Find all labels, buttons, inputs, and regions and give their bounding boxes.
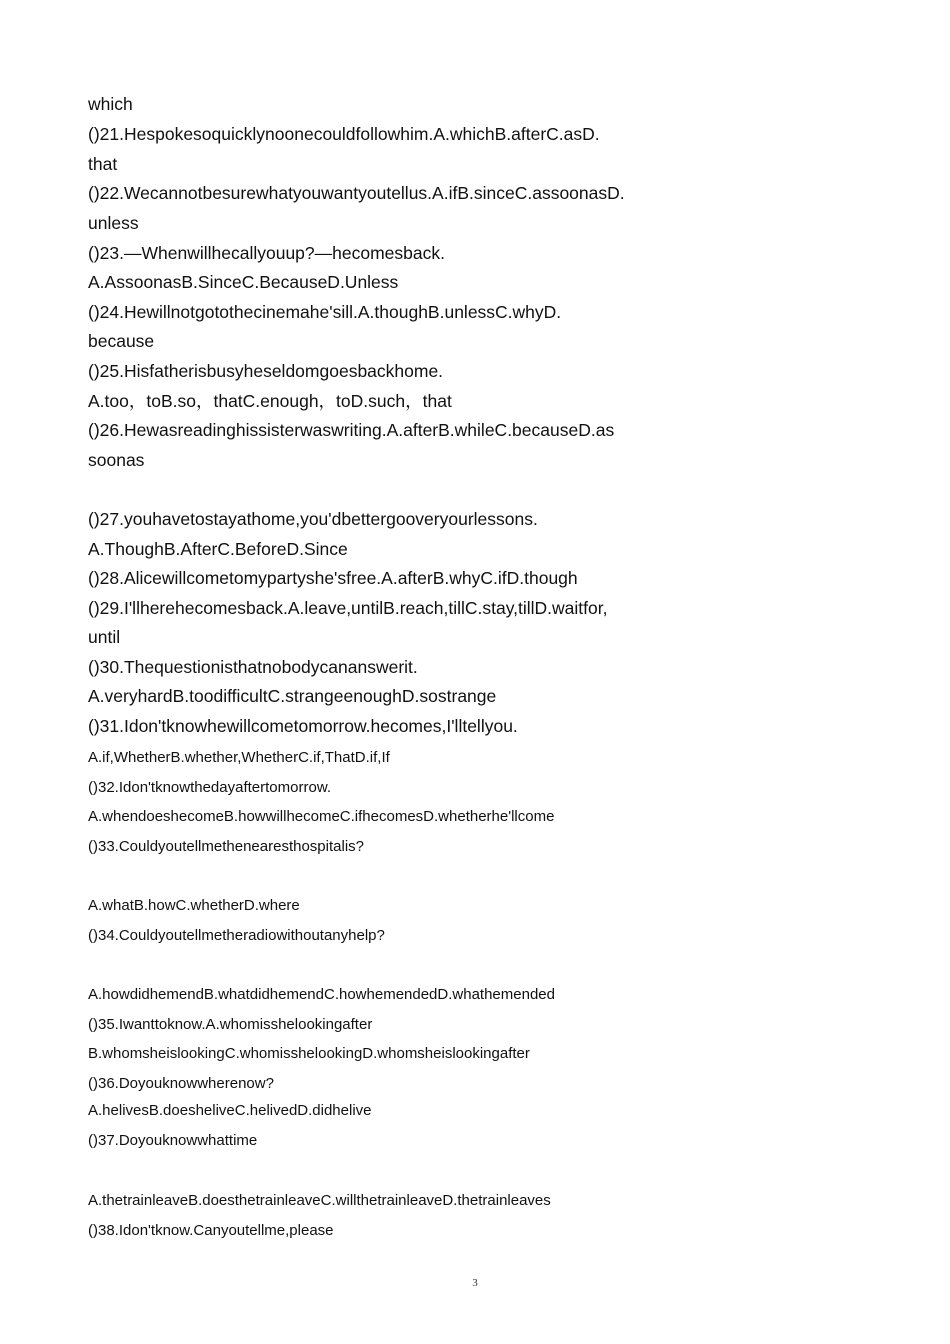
options-30: A.veryhardB.toodifficultC.strangeenoughD.sostrange	[88, 686, 497, 706]
question-32: ()32.Idon'tknowthedayaftertomorrow.	[88, 779, 331, 796]
question-25: ()25.Hisfatherisbusyheseldomgoesbackhome.	[88, 361, 444, 381]
options-34: A.howdidhemendB.whatdidhemendC.howhemendedD.whathemended	[88, 986, 555, 1003]
question-27: ()27.youhavetostayathome,you'dbettergooveryourlessons.	[88, 509, 538, 529]
text-line: unless	[88, 213, 139, 233]
question-21: ()21.Hespokesoquicklynoonecouldfollowhim.A.whichB.afterC.asD.	[88, 124, 600, 144]
options-27: A.ThoughB.AfterC.BeforeD.Since	[88, 539, 348, 559]
text-line: soonas	[88, 450, 145, 470]
question-31: ()31.Idon'tknowhewillcometomorrow.hecomes,I'lltellyou.	[88, 716, 518, 736]
text-line: until	[88, 627, 121, 647]
options-32: A.whendoeshecomeB.howwillhecomeC.ifhecomesD.whetherhe'llcome	[88, 808, 555, 825]
question-35: ()35.Iwanttoknow.A.whomisshelookingafter	[88, 1016, 373, 1033]
question-26: ()26.Hewasreadinghissisterwaswriting.A.afterB.whileC.becauseD.as	[88, 420, 615, 440]
question-34: ()34.Couldyoutellmetheradiowithoutanyhelp?	[88, 927, 385, 944]
options-37: A.thetrainleaveB.doesthetrainleaveC.willthetrainleaveD.thetrainleaves	[88, 1192, 551, 1209]
question-23: ()23.—Whenwillhecallyouup?—hecomesback.	[88, 243, 445, 263]
text-line: because	[88, 331, 155, 351]
question-30: ()30.Thequestionisthatnobodycananswerit.	[88, 657, 418, 677]
question-38: ()38.Idon'tknow.Canyoutellme,please	[88, 1222, 334, 1239]
page-number: 3	[472, 1277, 478, 1289]
question-36: ()36.Doyouknowwherenow?	[88, 1075, 274, 1092]
options-31: A.if,WhetherB.whether,WhetherC.if,ThatD.if,If	[88, 749, 390, 766]
question-24: ()24.Hewillnotgotothecinemahe'sill.A.thoughB.unlessC.whyD.	[88, 302, 562, 322]
text-line: which	[88, 94, 133, 114]
question-37: ()37.Doyouknowwhattime	[88, 1132, 258, 1149]
options-35: B.whomsheislookingC.whomisshelookingD.whomsheislookingafter	[88, 1045, 530, 1062]
question-29: ()29.I'llherehecomesback.A.leave,untilB.reach,tillC.stay,tillD.waitfor,	[88, 598, 608, 618]
question-22: ()22.Wecannotbesurewhatyouwantyoutellus.A.ifB.sinceC.assoonasD.	[88, 183, 625, 203]
text-line: that	[88, 154, 118, 174]
options-36: A.helivesB.doesheliveC.helivedD.didhelive	[88, 1102, 372, 1119]
options-25: A.too，toB.so，thatC.enough，toD.such，that	[88, 391, 452, 411]
options-33: A.whatB.howC.whetherD.where	[88, 897, 300, 914]
options-23: A.AssoonasB.SinceC.BecauseD.Unless	[88, 272, 399, 292]
question-28: ()28.Alicewillcometomypartyshe'sfree.A.afterB.whyC.ifD.though	[88, 568, 578, 588]
question-33: ()33.Couldyoutellmethenearesthospitalis?	[88, 838, 364, 855]
